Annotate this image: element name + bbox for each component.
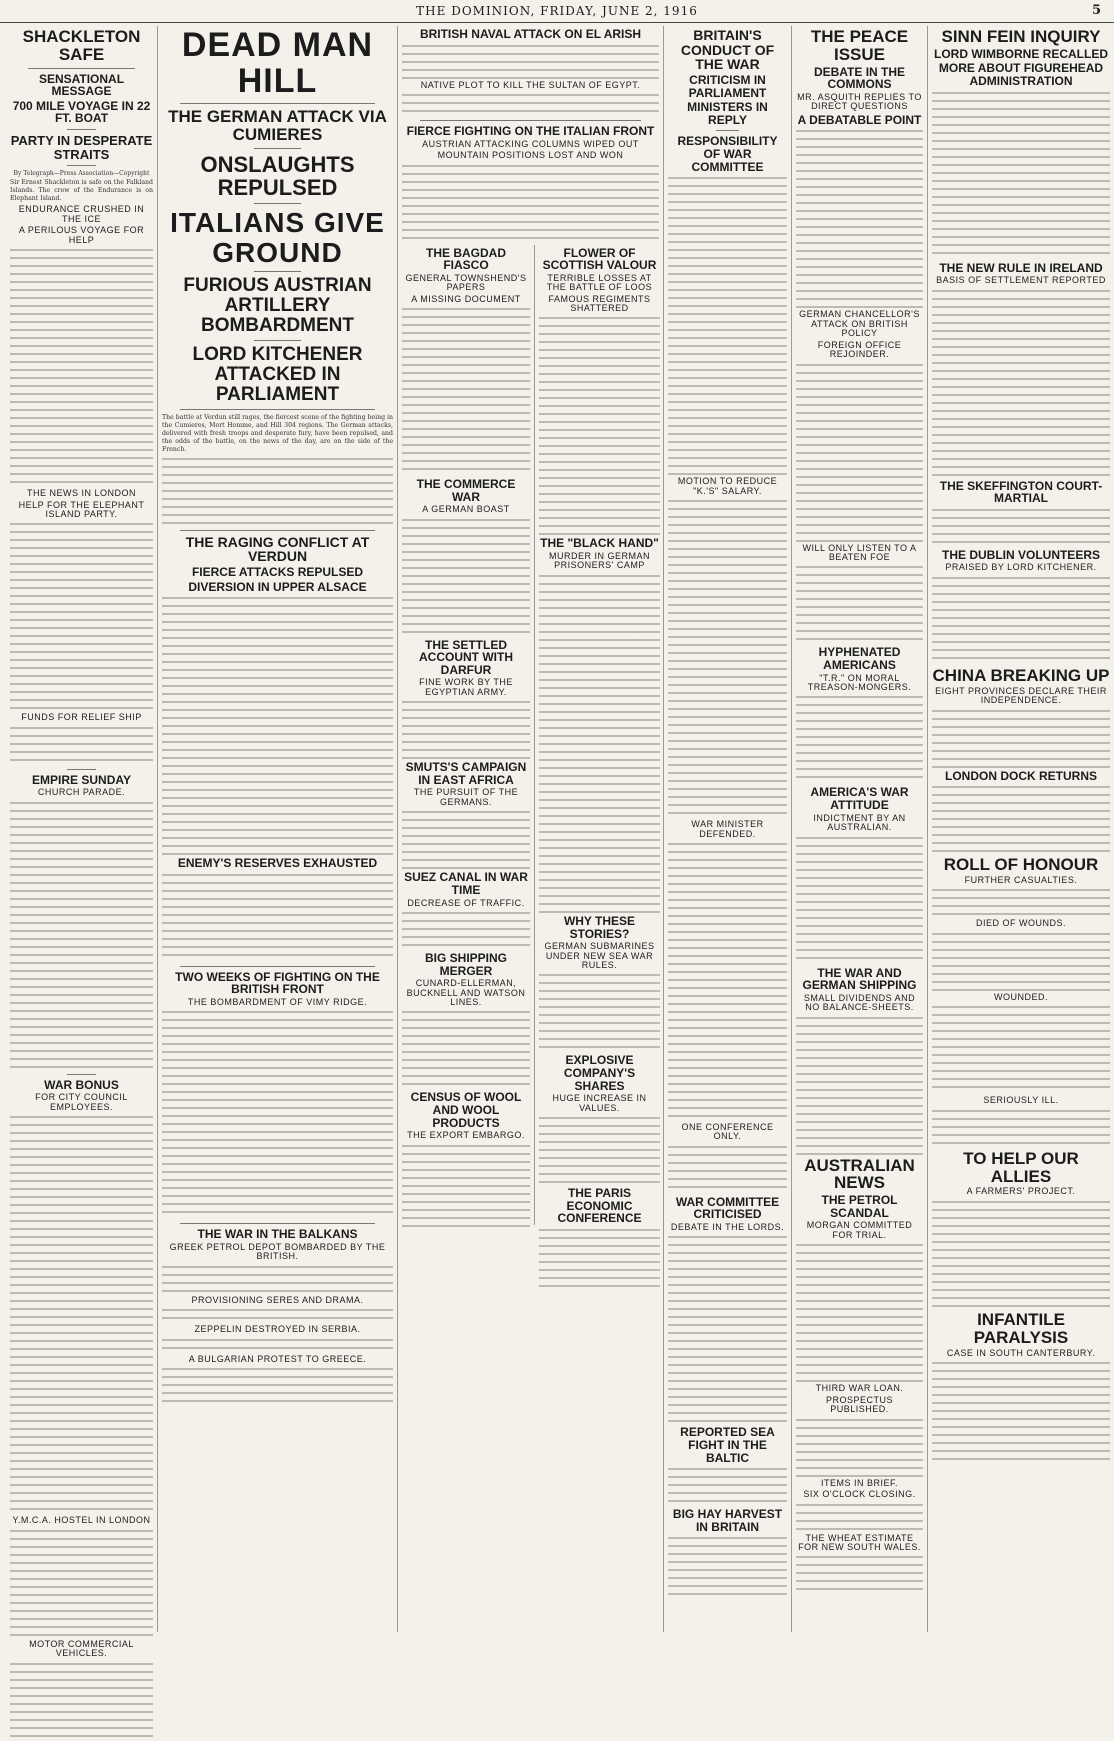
headline-italians: ITALIANS GIVE GROUND [170,207,385,268]
subhead: BASIS OF SETTLEMENT REPORTED [936,275,1106,286]
page-number: 5 [1091,3,1102,18]
subhead: FLOWER OF SCOTTISH VALOUR [542,245,657,273]
subhead: THE SETTLED ACCOUNT WITH DARFUR [419,637,513,677]
subhead: GERMAN CHANCELLOR'S ATTACK ON BRITISH POLICY [799,309,920,339]
subhead: A MISSING DOCUMENT [411,293,521,304]
subhead: Y.M.C.A. HOSTEL IN LONDON [12,1515,151,1526]
subhead: HYPHENATED AMERICANS [818,645,901,672]
subhead: GREEK PETROL DEPOT BOMBARDED BY THE BRITISH. [169,1242,386,1262]
subhead: THE PETROL SCANDAL [821,1193,898,1220]
subhead: ENDURANCE CRUSHED IN THE ICE [18,204,145,224]
subhead: LORD KITCHENER ATTACKED IN PARLIAMENT [192,343,363,405]
subhead: THE WHEAT ESTIMATE FOR NEW SOUTH WALES. [798,1532,921,1552]
subhead: REPORTED SEA FIGHT IN THE BALTIC [680,1425,775,1465]
masthead-title: THE DOMINION, FRIDAY, JUNE 2, 1916 [416,4,698,18]
subhead: A PERILOUS VOYAGE FOR HELP [18,225,145,245]
subhead: THE "BLACK HAND" [540,536,659,551]
subhead: MORGAN COMMITTED FOR TRIAL. [806,1220,913,1240]
credit-line: By Telegraph—Press Association—Copyright [13,170,150,178]
column-5 [664,26,792,1632]
subhead: THE COMMERCE WAR [416,477,516,504]
subhead: A GERMAN BOAST [422,504,510,515]
subhead: SMUTS'S CAMPAIGN IN EAST AFRICA [405,760,527,787]
subhead: MINISTERS IN REPLY [687,100,768,127]
subhead: TWO WEEKS OF FIGHTING ON THE BRITISH FRONT [175,969,380,997]
subhead: ENEMY'S RESERVES EXHAUSTED [177,856,378,871]
subhead: A FARMERS' PROJECT. [966,1186,1076,1197]
subhead: CASE IN SOUTH CANTERBURY. [946,1347,1096,1358]
subhead: MOTOR COMMERCIAL VEHICLES. [29,1638,134,1659]
subhead: A BULGARIAN PROTEST TO GREECE. [188,1353,367,1364]
headline-china: CHINA BREAKING UP [932,665,1110,685]
subhead: ZEPPELIN DESTROYED IN SERBIA. [194,1324,361,1335]
subhead: THE RAGING CONFLICT AT VERDUN [185,533,370,565]
subhead: TERRIBLE LOSSES AT THE BATTLE OF LOOS [546,272,653,293]
subhead: SIX O'CLOCK CLOSING. [803,1489,916,1500]
subhead: WHY THESE STORIES? [563,913,636,941]
subhead: DIVERSION IN UPPER ALSACE [188,579,367,594]
subhead: PRAISED BY LORD KITCHENER. [945,562,1097,573]
article-text: The battle at Verdun still rages, the fiercest scene of the fighting being in the Cumieres, Mort Homme, and Hill 304 regions. The German attacks, delivered with fresh troops and desperate fury, have been repulsed, and the odds of the battle, on the news of the day, are on the side of the French. [162,413,394,453]
subhead: WAR COMMITTEE CRITICISED [675,1194,780,1222]
subhead: INDICTMENT BY AN AUSTRALIAN. [813,812,906,833]
headline-peace-issue: THE PEACE ISSUE [810,27,909,64]
subhead: LORD WIMBORNE RECALLED [934,46,1108,61]
subhead: EMPIRE SUNDAY [32,772,131,787]
subhead: SENSATIONAL MESSAGE [38,71,125,99]
subhead: FURTHER CASUALTIES. [964,875,1078,886]
column-1 [6,26,158,1659]
subhead: DEBATE IN THE COMMONS [813,64,906,92]
subhead: RESPONSIBILITY OF WAR COMMITTEE [677,134,778,174]
subhead: "T.R." ON MORAL TREASON-MONGERS. [807,672,912,693]
subhead: THE SKEFFINGTON COURT-MARTIAL [939,478,1103,506]
subhead: ONE CONFERENCE ONLY. [681,1121,774,1142]
subhead: WOUNDED. [994,991,1048,1002]
subhead: CRITICISM IN PARLIAMENT [688,73,767,100]
column-7 [928,26,1114,1632]
subhead: FOR CITY COUNCIL EMPLOYEES. [35,1092,128,1112]
subhead: THE BAGDAD FIASCO [426,245,506,273]
subhead: NATIVE PLOT TO KILL THE SULTAN OF EGYPT. [420,79,641,90]
subhead: DEBATE IN THE LORDS. [670,1222,785,1233]
subhead: THE NEW RULE IN IRELAND [939,260,1103,275]
subhead: THE DUBLIN VOLUNTEERS [941,547,1100,562]
subhead: MOUNTAIN POSITIONS LOST AND WON [437,150,624,161]
subhead: MORE ABOUT FIGUREHEAD ADMINISTRATION [938,61,1104,89]
subhead: THIRD WAR LOAN. [815,1383,904,1394]
subhead: SERIOUSLY ILL. [983,1095,1059,1106]
headline-australian-news: AUSTRALIAN NEWS [804,1155,915,1193]
subhead: WILL ONLY LISTEN TO A BEATEN FOE [802,542,917,562]
subhead: HUGE INCREASE IN VALUES. [552,1093,647,1113]
headline-britains-conduct: BRITAIN'S CONDUCT OF THE WAR [680,27,775,73]
subhead: 700 MILE VOYAGE IN 22 FT. BOAT [12,98,151,126]
subhead: MURDER IN GERMAN PRISONERS' CAMP [548,551,650,571]
headline-infantile-paralysis: INFANTILE PARALYSIS [973,1309,1069,1347]
subhead: LONDON DOCK RETURNS [945,768,1097,783]
subhead: CHURCH PARADE. [37,787,126,798]
column-2 [158,26,398,1632]
subhead: A DEBATABLE POINT [797,112,922,127]
subhead: DIED OF WOUNDS. [976,918,1066,929]
headline-sinn-fein: SINN FEIN INQUIRY [941,27,1101,46]
subhead: THE WAR AND GERMAN SHIPPING [802,965,917,993]
subhead: SMALL DIVIDENDS AND NO BALANCE-SHEETS. [803,992,916,1013]
subhead: MOTION TO REDUCE "K.'S" SALARY. [677,476,778,496]
subhead: GENERAL TOWNSHEND'S PAPERS [405,272,527,293]
subhead: EIGHT PROVINCES DECLARE THEIR INDEPENDENCE. [935,685,1107,706]
subhead: AMERICA'S WAR ATTITUDE [810,785,909,813]
subhead: FAMOUS REGIMENTS SHATTERED [548,293,651,313]
subhead: FUNDS FOR RELIEF SHIP [21,712,142,723]
subhead: PROVISIONING SERES AND DRAMA. [191,1294,364,1305]
subhead: BRITISH NAVAL ATTACK ON EL ARISH [419,27,642,41]
subhead: CENSUS OF WOOL AND WOOL PRODUCTS [410,1090,522,1130]
subhead: SUEZ CANAL IN WAR TIME [404,870,528,897]
subhead: MR. ASQUITH REPLIES TO DIRECT QUESTIONS [797,91,922,112]
subhead: EXPLOSIVE COMPANY'S SHARES [563,1053,636,1093]
subhead: BIG HAY HARVEST IN BRITAIN [672,1507,783,1534]
headline-shackleton: SHACKLETON SAFE [22,27,141,64]
subhead: THE BOMBARDMENT OF VIMY RIDGE. [187,997,368,1007]
subhead: THE EXPORT EMBARGO. [407,1130,525,1141]
subhead: GERMAN SUBMARINES UNDER NEW SEA WAR RULES. [544,941,655,970]
headline-help-allies: TO HELP OUR ALLIES [963,1148,1079,1186]
subhead: FINE WORK BY THE EGYPTIAN ARMY. [419,677,513,697]
masthead [0,0,1114,23]
subhead: FOREIGN OFFICE REJOINDER. [817,339,902,360]
subhead: WAR BONUS [44,1077,119,1092]
headline-dead-man-hill: DEAD MAN HILL [181,26,374,100]
subhead: CUNARD-ELLERMAN, BUCKNELL AND WATSON LINES. [406,978,526,1008]
subhead: FIERCE FIGHTING ON THE ITALIAN FRONT [406,124,655,139]
subhead: HELP FOR THE ELEPHANT ISLAND PARTY. [18,499,145,519]
subhead: THE WAR IN THE BALKANS [197,1227,358,1242]
subhead: PARTY IN DESPERATE STRAITS [10,133,153,162]
column-6 [792,26,928,1632]
headline-roll-of-honour: ROLL OF HONOUR [943,855,1099,875]
subhead: THE PURSUIT OF THE GERMANS. [413,787,519,807]
subhead: ONSLAUGHTS REPULSED [200,152,355,201]
subhead: PROSPECTUS PUBLISHED. [825,1394,893,1415]
subhead: ITEMS IN BRIEF. [820,1477,898,1488]
subhead: THE GERMAN ATTACK VIA CUMIERES [168,107,387,145]
subhead: DECREASE OF TRAFFIC. [407,897,525,908]
subhead: THE NEWS IN LONDON [26,488,136,499]
subhead: FURIOUS AUSTRIAN ARTILLERY BOMBARDMENT [183,275,372,336]
subhead: WAR MINISTER DEFENDED. [691,819,764,839]
subhead: THE PARIS ECONOMIC CONFERENCE [557,1186,642,1226]
subhead: AUSTRIAN ATTACKING COLUMNS WIPED OUT [422,138,639,149]
subhead: FIERCE ATTACKS REPULSED [191,565,364,580]
subhead: BIG SHIPPING MERGER [424,950,507,978]
article-text: Sir Ernest Shackleton is safe on the Falkland Islands. The crew of the Endurance is on Elephant Island. [10,179,153,203]
column-3 [398,26,664,1632]
